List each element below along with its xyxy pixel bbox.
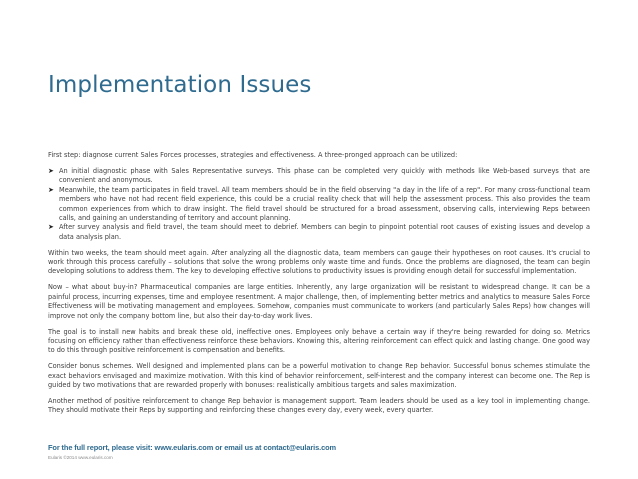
arrow-bullet-icon: ➤ bbox=[48, 166, 54, 175]
slide-title: Implementation Issues bbox=[48, 72, 312, 98]
body-paragraph: Now – what about buy-in? Pharmaceutical companies are large entities. Inherently, any large organization will be resistant to widespread change. It can be a painful process, incurring expenses, time and employee resentment. A major challenge, then, of implementing better metrics and analytics to measure Sales Force Effectiveness will be motivating management and employees. Somehow, companies must communicate to workers (and particularly Sales Reps) how changes will improve not only the company bottom line, but also their day-to-day work lives. bbox=[48, 283, 590, 320]
arrow-bullet-icon: ➤ bbox=[48, 185, 54, 194]
bullet-text: An initial diagnostic phase with Sales Representative surveys. This phase can be completed very quickly with methods like Web-based surveys that are convenient and anonymous. bbox=[59, 166, 590, 185]
body-paragraph: Within two weeks, the team should meet again. After analyzing all the diagnostic data, team members can gauge their hypotheses on root causes. It's crucial to work through this process carefully – solutions that solve the wrong problems only waste time and funds. Once the problems are diagnosed, the team can begin developing solutions to address them. The key to developing effective solutions to productivity issues is providing enough detail for successful implementation. bbox=[48, 248, 590, 276]
list-item bbox=[48, 167, 590, 186]
list-item bbox=[48, 223, 590, 242]
body-paragraph: The goal is to install new habits and break these old, ineffective ones. Employees only behave a certain way if they're being rewarded for doing so. Metrics focusing on efficiency rather than effectiveness reinforce these behaviors. Knowing this, altering reinforcement can effect quick and lasting change. One good way to do this through positive reinforcement is compensation and benefits. bbox=[48, 327, 590, 355]
bullet-text: After survey analysis and field travel, the team should meet to debrief. Members can begin to pinpoint potential root causes of existing issues and develop a data analysis plan. bbox=[59, 223, 590, 241]
slide-body bbox=[48, 151, 590, 422]
bullet-text: Meanwhile, the team participates in field travel. All team members should be in the field observing "a day in the life of a rep". For many cross-functional team members who have not had recent field experience, this could be a crucial reality check that will help the assessment process. This also provides the team common experiences from which to draw insight. The field travel should be structured for a broad assessment, observing calls, interviewing Reps between calls, and gaining an understanding of territory and account planning. bbox=[59, 185, 590, 222]
body-paragraph: Another method of positive reinforcement to change Rep behavior is management support. Team leaders should be used as a key tool in implementing change. They should motivate their Reps by supporting and reinforcing these changes every day, every week, every quarter. bbox=[48, 396, 590, 415]
bullet-list bbox=[48, 167, 590, 242]
footer-copyright: Eularis ©2014 www.eularis.com bbox=[48, 455, 113, 460]
footer-report-link[interactable]: For the full report, please visit: www.eularis.com or email us at contact@eularis.com bbox=[48, 443, 336, 452]
body-paragraph: Consider bonus schemes. Well designed and implemented plans can be a powerful motivation to change Rep behavior. Successful bonus schemes stimulate the exact behaviors envisaged and maximize motivation. With this kind of behavior reinforcement, self-interest and the company interest can become one. The Rep is guided by two motivations that are rewarded properly with bonuses: realistically ambitious targets and sales maximization. bbox=[48, 362, 590, 390]
list-item bbox=[48, 186, 590, 224]
intro-paragraph: First step: diagnose current Sales Forces processes, strategies and effectiveness. A three-pronged approach can be utilized: bbox=[48, 151, 458, 159]
arrow-bullet-icon: ➤ bbox=[48, 223, 54, 232]
